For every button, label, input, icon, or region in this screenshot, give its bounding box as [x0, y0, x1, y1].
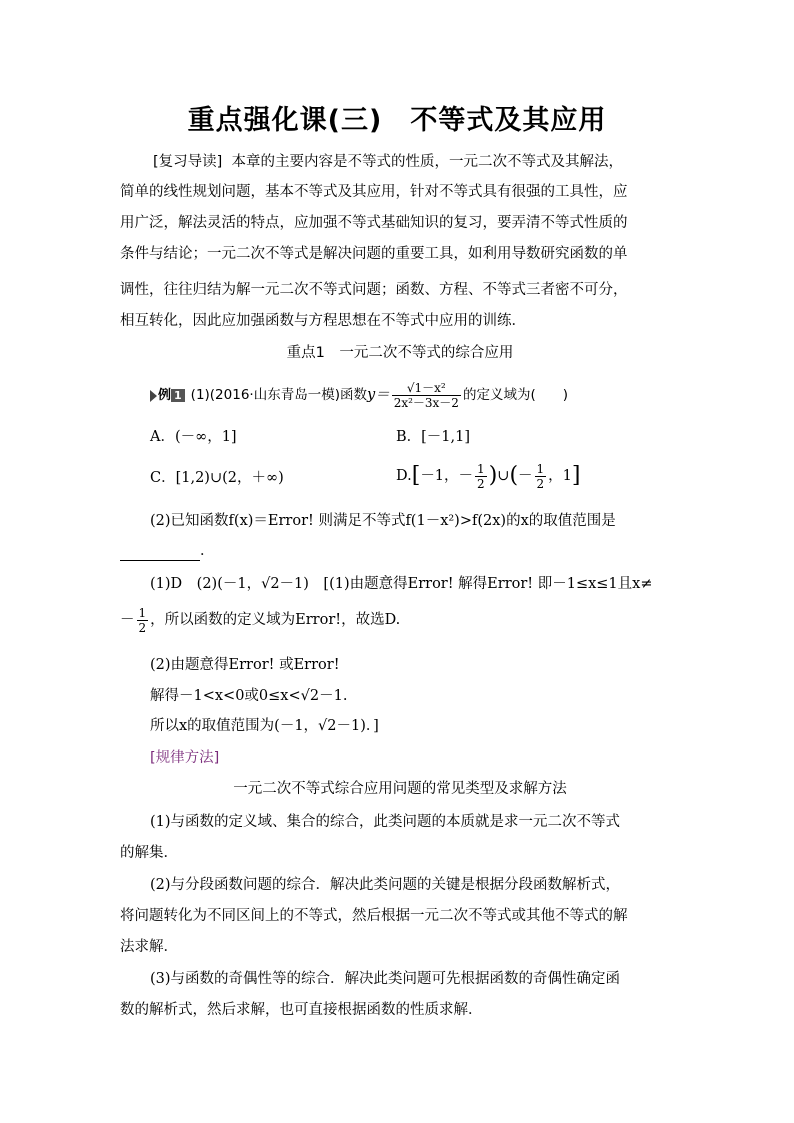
method-line-6: (3)与函数的奇偶性等的综合．解决此类问题可先根据函数的奇偶性确定函 — [150, 971, 621, 987]
method-line-4: 将问题转化为不同区间上的不等式，然后根据一元二次不等式或其他不等式的解 — [120, 908, 628, 924]
option-a: A．(－∞，1] — [150, 429, 237, 445]
example-badge: 例 1 — [150, 381, 185, 411]
method-line-3: (2)与分段函数问题的综合．解决此类问题的关键是根据分段函数解析式， — [150, 877, 621, 893]
example-2-question: (2)已知函数f(x)＝Error! 则满足不等式f(1－x²)>f(2x)的x的取值范围是 — [150, 513, 616, 529]
option-b: B．[－1,1] — [396, 429, 471, 445]
title-left: 重点强化课(三) — [187, 105, 383, 136]
answer-blank — [120, 546, 200, 561]
method-line-7: 数的解析式，然后求解，也可直接根据函数的性质求解． — [120, 1002, 483, 1018]
example-1-question: 例 1 (1)(2016·山东青岛一模)函数y＝ $\frac{\text{√1－x²}}{\text{2x²－3x－2}}$ 的定义域为( ) — [150, 380, 690, 414]
answer-line-1: (1)D (2)(－1，√2－1) [(1)由题意得Error! 解得Error! 即－1≤x≤1且x≠ — [150, 576, 653, 592]
answer-blank-line: ． — [120, 541, 680, 561]
method-line-1: (1)与函数的定义域、集合的综合，此类问题的本质就是求一元二次不等式 — [150, 814, 621, 830]
answer-line-5: 所以x的取值范围为(－1，√2－1)．] — [150, 718, 379, 734]
intro-line-1: [复习导读] 本章的主要内容是不等式的性质，一元二次不等式及其解法， — [153, 154, 624, 170]
methods-heading: 一元二次不等式综合应用问题的常见类型及求解方法 — [233, 781, 567, 797]
intro-line-5: 调性，往往归结为解一元二次不等式问题；函数、方程、不等式三者密不可分， — [120, 282, 628, 298]
section-heading: 重点1 一元二次不等式的综合应用 — [286, 345, 514, 361]
answer-line-2: － $\frac{1}{2}$ ，所以函数的定义域为Error!，故选D. — [120, 605, 401, 635]
page-title — [0, 98, 794, 137]
intro-line-6: 相互转化，因此应加强函数与方程思想在不等式中应用的训练． — [120, 313, 526, 329]
triangle-icon — [150, 390, 157, 402]
method-line-5: 法求解． — [120, 939, 178, 955]
option-c: C．[1,2)∪(2，＋∞) — [150, 470, 284, 486]
answer-line-3: (2)由题意得Error! 或Error! — [150, 657, 340, 673]
intro-line-4: 条件与结论；一元二次不等式是解决问题的重要工具，如利用导数研究函数的单 — [120, 246, 628, 262]
answer-line-4: 解得－1<x<0或0≤x<√2－1. — [150, 688, 348, 704]
method-line-2: 的解集． — [120, 845, 178, 861]
intro-line-3: 用广泛，解法灵活的特点，应加强不等式基础知识的复习，要弄清不等式性质的 — [120, 215, 628, 231]
function-fraction: $\frac{\text{√1－x²}}{\text{2x²－3x－2}}$ — [393, 380, 459, 410]
option-d: D.[－1，－ $\frac{1}{2}$ )∪(－ $\frac{1}{2}$ ，1] — [396, 461, 581, 491]
intro-line-2: 简单的线性规划问题，基本不等式及其应用，针对不等式具有很强的工具性，应 — [120, 184, 628, 200]
review-guide-label: [复习导读] — [153, 154, 223, 170]
rule-method-label: [规律方法] — [150, 750, 220, 766]
title-right: 不等式及其应用 — [410, 105, 607, 136]
